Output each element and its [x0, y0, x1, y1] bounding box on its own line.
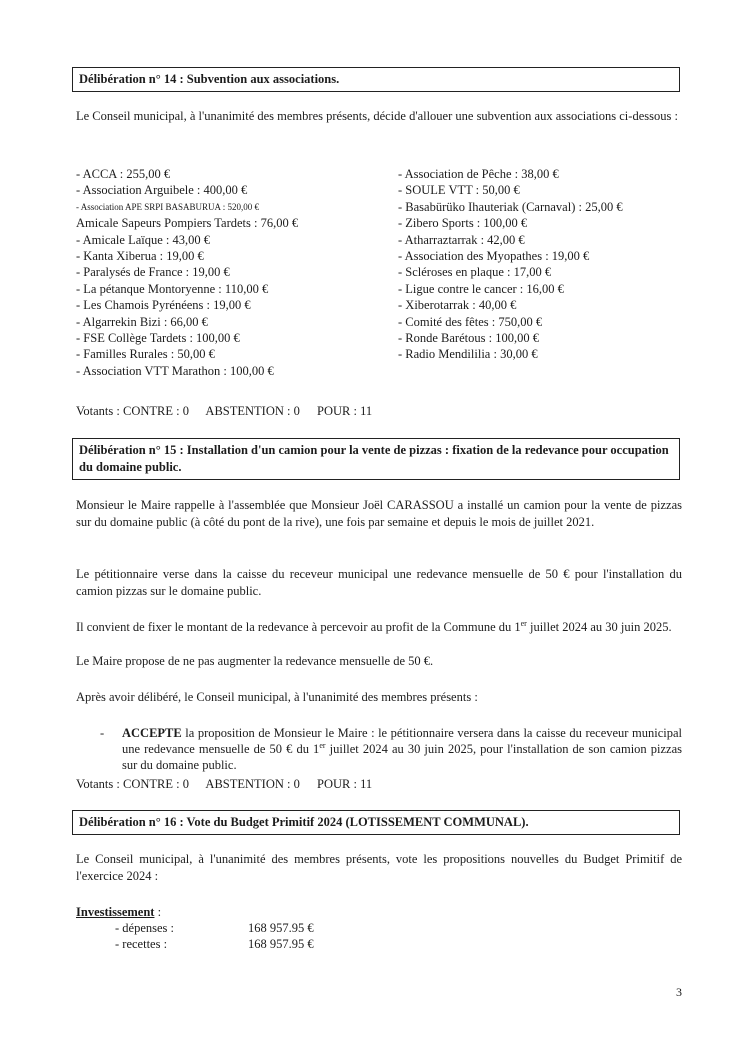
depenses-value: 168 957.95 € [248, 921, 314, 935]
association-right-item: - Basabürüko Ihauteriak (Carnaval) : 25,00 € [398, 199, 623, 214]
votes-contre: Votants : CONTRE : 0 [76, 777, 189, 791]
association-left-item: - Amicale Laïque : 43,00 € [76, 232, 210, 247]
deliberation-14-title: Délibération n° 14 : Subvention aux associations. [72, 67, 680, 92]
associations-right-list [398, 166, 623, 363]
association-right-item: - Association de Pêche : 38,00 € [398, 167, 559, 181]
investissement-heading: Investissement : [76, 905, 162, 919]
association-right-item: - Ligue contre le cancer : 16,00 € [398, 281, 564, 296]
association-left-item: - La pétanque Montoryenne : 110,00 € [76, 281, 269, 296]
deliberation-14-votes [76, 404, 386, 419]
accepte-label: ACCEPTE [122, 726, 182, 740]
recettes-label: - recettes : [115, 937, 168, 951]
deliberation-15-paragraph-3: Il convient de fixer le montant de la redevance à percevoir au profit de la Commune du 1er juillet 2024 au 30 juin 2025. [76, 618, 672, 634]
votes-pour: POUR : 11 [317, 777, 373, 791]
association-left-item: - Paralysés de France : 19,00 € [76, 265, 230, 280]
deliberation-15-decision: - ACCEPTE la proposition de Monsieur le Maire : le pétitionnaire versera dans la caisse du receveur municipal une redevance mensuelle de 50 € du 1er juillet 2024 au 30 juin 2025, pour l'installation de son camion pizzas sur du domaine public. [100, 726, 683, 772]
recettes-value: 168 957.95 € [248, 937, 314, 951]
deliberation-15-paragraph-4: Le Maire propose de ne pas augmenter la redevance mensuelle de 50 €. [76, 654, 434, 668]
deliberation-15-paragraph-1: Monsieur le Maire rappelle à l'assemblée que Monsieur Joël CARASSOU a installé un camion pour la vente de pizzas sur du domaine public (à côté du pont de la rive), une fois par semaine et depuis le mois de juillet 2021. [76, 498, 682, 529]
association-right-item: - Radio Mendililia : 30,00 € [398, 347, 538, 362]
page-number: 3 [676, 985, 682, 999]
association-right-item: - Comité des fêtes : 750,00 € [398, 314, 543, 329]
association-right-item: - Atharraztarrak : 42,00 € [398, 232, 525, 247]
deliberation-16-title: Délibération n° 16 : Vote du Budget Primitif 2024 (LOTISSEMENT COMMUNAL). [72, 810, 680, 835]
association-left-item: - Familles Rurales : 50,00 € [76, 347, 215, 362]
deliberation-15-paragraph-5: Après avoir délibéré, le Conseil municipal, à l'unanimité des membres présents : [76, 690, 478, 704]
votes-abstention: ABSTENTION : 0 [205, 777, 300, 791]
association-right-item: - SOULE VTT : 50,00 € [398, 183, 520, 198]
association-left-item: - ACCA : 255,00 € [76, 167, 171, 181]
association-right-item: - Ronde Barétous : 100,00 € [398, 331, 539, 346]
association-right-item: - Zibero Sports : 100,00 € [398, 216, 528, 231]
deliberation-15-votes [76, 777, 386, 792]
deliberation-14-intro: Le Conseil municipal, à l'unanimité des membres présents, décide d'allouer une subvention aux associations ci-dessous : [76, 109, 678, 123]
votes-abstention: ABSTENTION : 0 [205, 404, 300, 418]
associations-left-list [76, 166, 298, 379]
deliberation-16-intro: Le Conseil municipal, à l'unanimité des membres présents, vote les propositions nouvelles du Budget Primitif de l'exercice 2024 : [76, 852, 682, 883]
bullet-dash: - [100, 726, 105, 740]
votes-pour: POUR : 11 [317, 404, 373, 418]
association-left-item: - Les Chamois Pyrénéens : 19,00 € [76, 298, 251, 313]
depenses-label: - dépenses : [115, 921, 175, 935]
deliberation-15-paragraph-2: Le pétitionnaire verse dans la caisse du receveur municipal une redevance mensuelle de 50 € pour l'installation du camion pizzas sur le domaine public. [76, 567, 682, 598]
association-right-item: - Scléroses en plaque : 17,00 € [398, 265, 552, 280]
association-left-item: - Algarrekin Bizi : 66,00 € [76, 314, 208, 329]
association-left-item: - FSE Collège Tardets : 100,00 € [76, 331, 240, 346]
association-right-item: - Xiberotarrak : 40,00 € [398, 298, 517, 313]
association-left-item: - Association APE SRPI BASABURUA : 520,00 € [76, 201, 260, 212]
votes-contre: Votants : CONTRE : 0 [76, 404, 189, 418]
association-left-item: - Association VTT Marathon : 100,00 € [76, 363, 274, 378]
association-left-item: Amicale Sapeurs Pompiers Tardets : 76,00 € [76, 216, 299, 231]
association-right-item: - Association des Myopathes : 19,00 € [398, 249, 590, 264]
association-left-item: - Association Arguibele : 400,00 € [76, 183, 248, 198]
association-left-item: - Kanta Xiberua : 19,00 € [76, 249, 204, 264]
deliberation-15-title: Délibération n° 15 : Installation d'un camion pour la vente de pizzas : fixation de la redevance pour occupation du domaine public. [72, 438, 680, 480]
